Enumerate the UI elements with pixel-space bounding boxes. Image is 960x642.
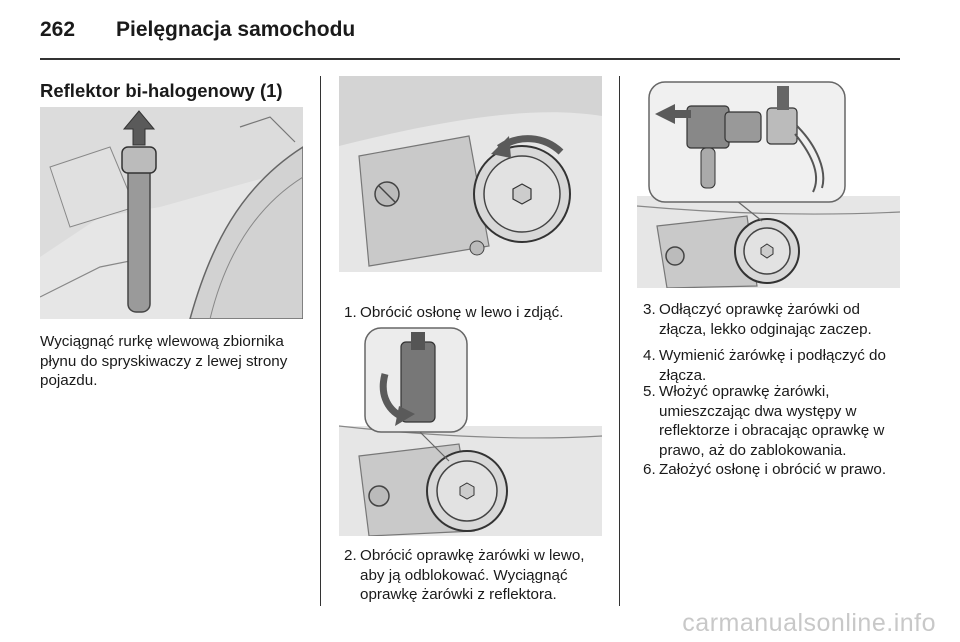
step-2-number: 2. xyxy=(344,547,357,564)
step-3-number: 3. xyxy=(643,301,656,318)
header-rule xyxy=(40,58,900,60)
illustration-bulb-holder-rotate xyxy=(339,326,602,536)
illustration-bulb-connector xyxy=(637,76,900,288)
step-2 xyxy=(344,546,606,605)
step-1-text: Obrócić osłonę w lewo i zdjąć. xyxy=(360,304,564,321)
step-6-text: Założyć osłonę i obrócić w prawo. xyxy=(659,461,887,478)
step-4-text: Wymienić żarówkę i podłączyć do złącza. xyxy=(659,347,886,384)
column-divider-2 xyxy=(619,76,620,606)
step-5-number: 5. xyxy=(643,383,656,400)
step-2-text: Obrócić oprawkę żarówki w lewo, aby ją odblokować. Wyciągnąć oprawkę żarówki z reflektora. xyxy=(360,547,585,603)
section-title: Reflektor bi-halogenowy (1) xyxy=(40,80,283,101)
step-4 xyxy=(643,346,905,385)
step-5 xyxy=(643,382,905,460)
step-4-number: 4. xyxy=(643,347,656,364)
watermark: carmanualsonline.info xyxy=(682,609,936,637)
step-1 xyxy=(344,303,606,323)
step-6-number: 6. xyxy=(643,461,656,478)
step-3 xyxy=(643,300,905,339)
page-title: Pielęgnacja samochodu xyxy=(116,18,356,41)
page-number: 262 xyxy=(40,18,76,41)
step-3-text: Odłączyć oprawkę żarówki od złącza, lekko odginając zaczep. xyxy=(659,301,872,338)
illustration-headlamp-cover xyxy=(339,76,602,272)
step-1-number: 1. xyxy=(344,304,357,321)
column-divider-1 xyxy=(320,76,321,606)
step-6 xyxy=(643,460,905,480)
step-5-text: Włożyć oprawkę żarówki, umieszczając dwa występy w reflektorze i obracając oprawkę w prawo, aż do zablokowania. xyxy=(659,383,885,459)
intro-paragraph: Wyciągnąć rurkę wlewową zbiornika płynu do spryskiwaczy z lewej strony pojazdu. xyxy=(40,333,288,389)
illustration-washer-tube xyxy=(40,107,303,319)
